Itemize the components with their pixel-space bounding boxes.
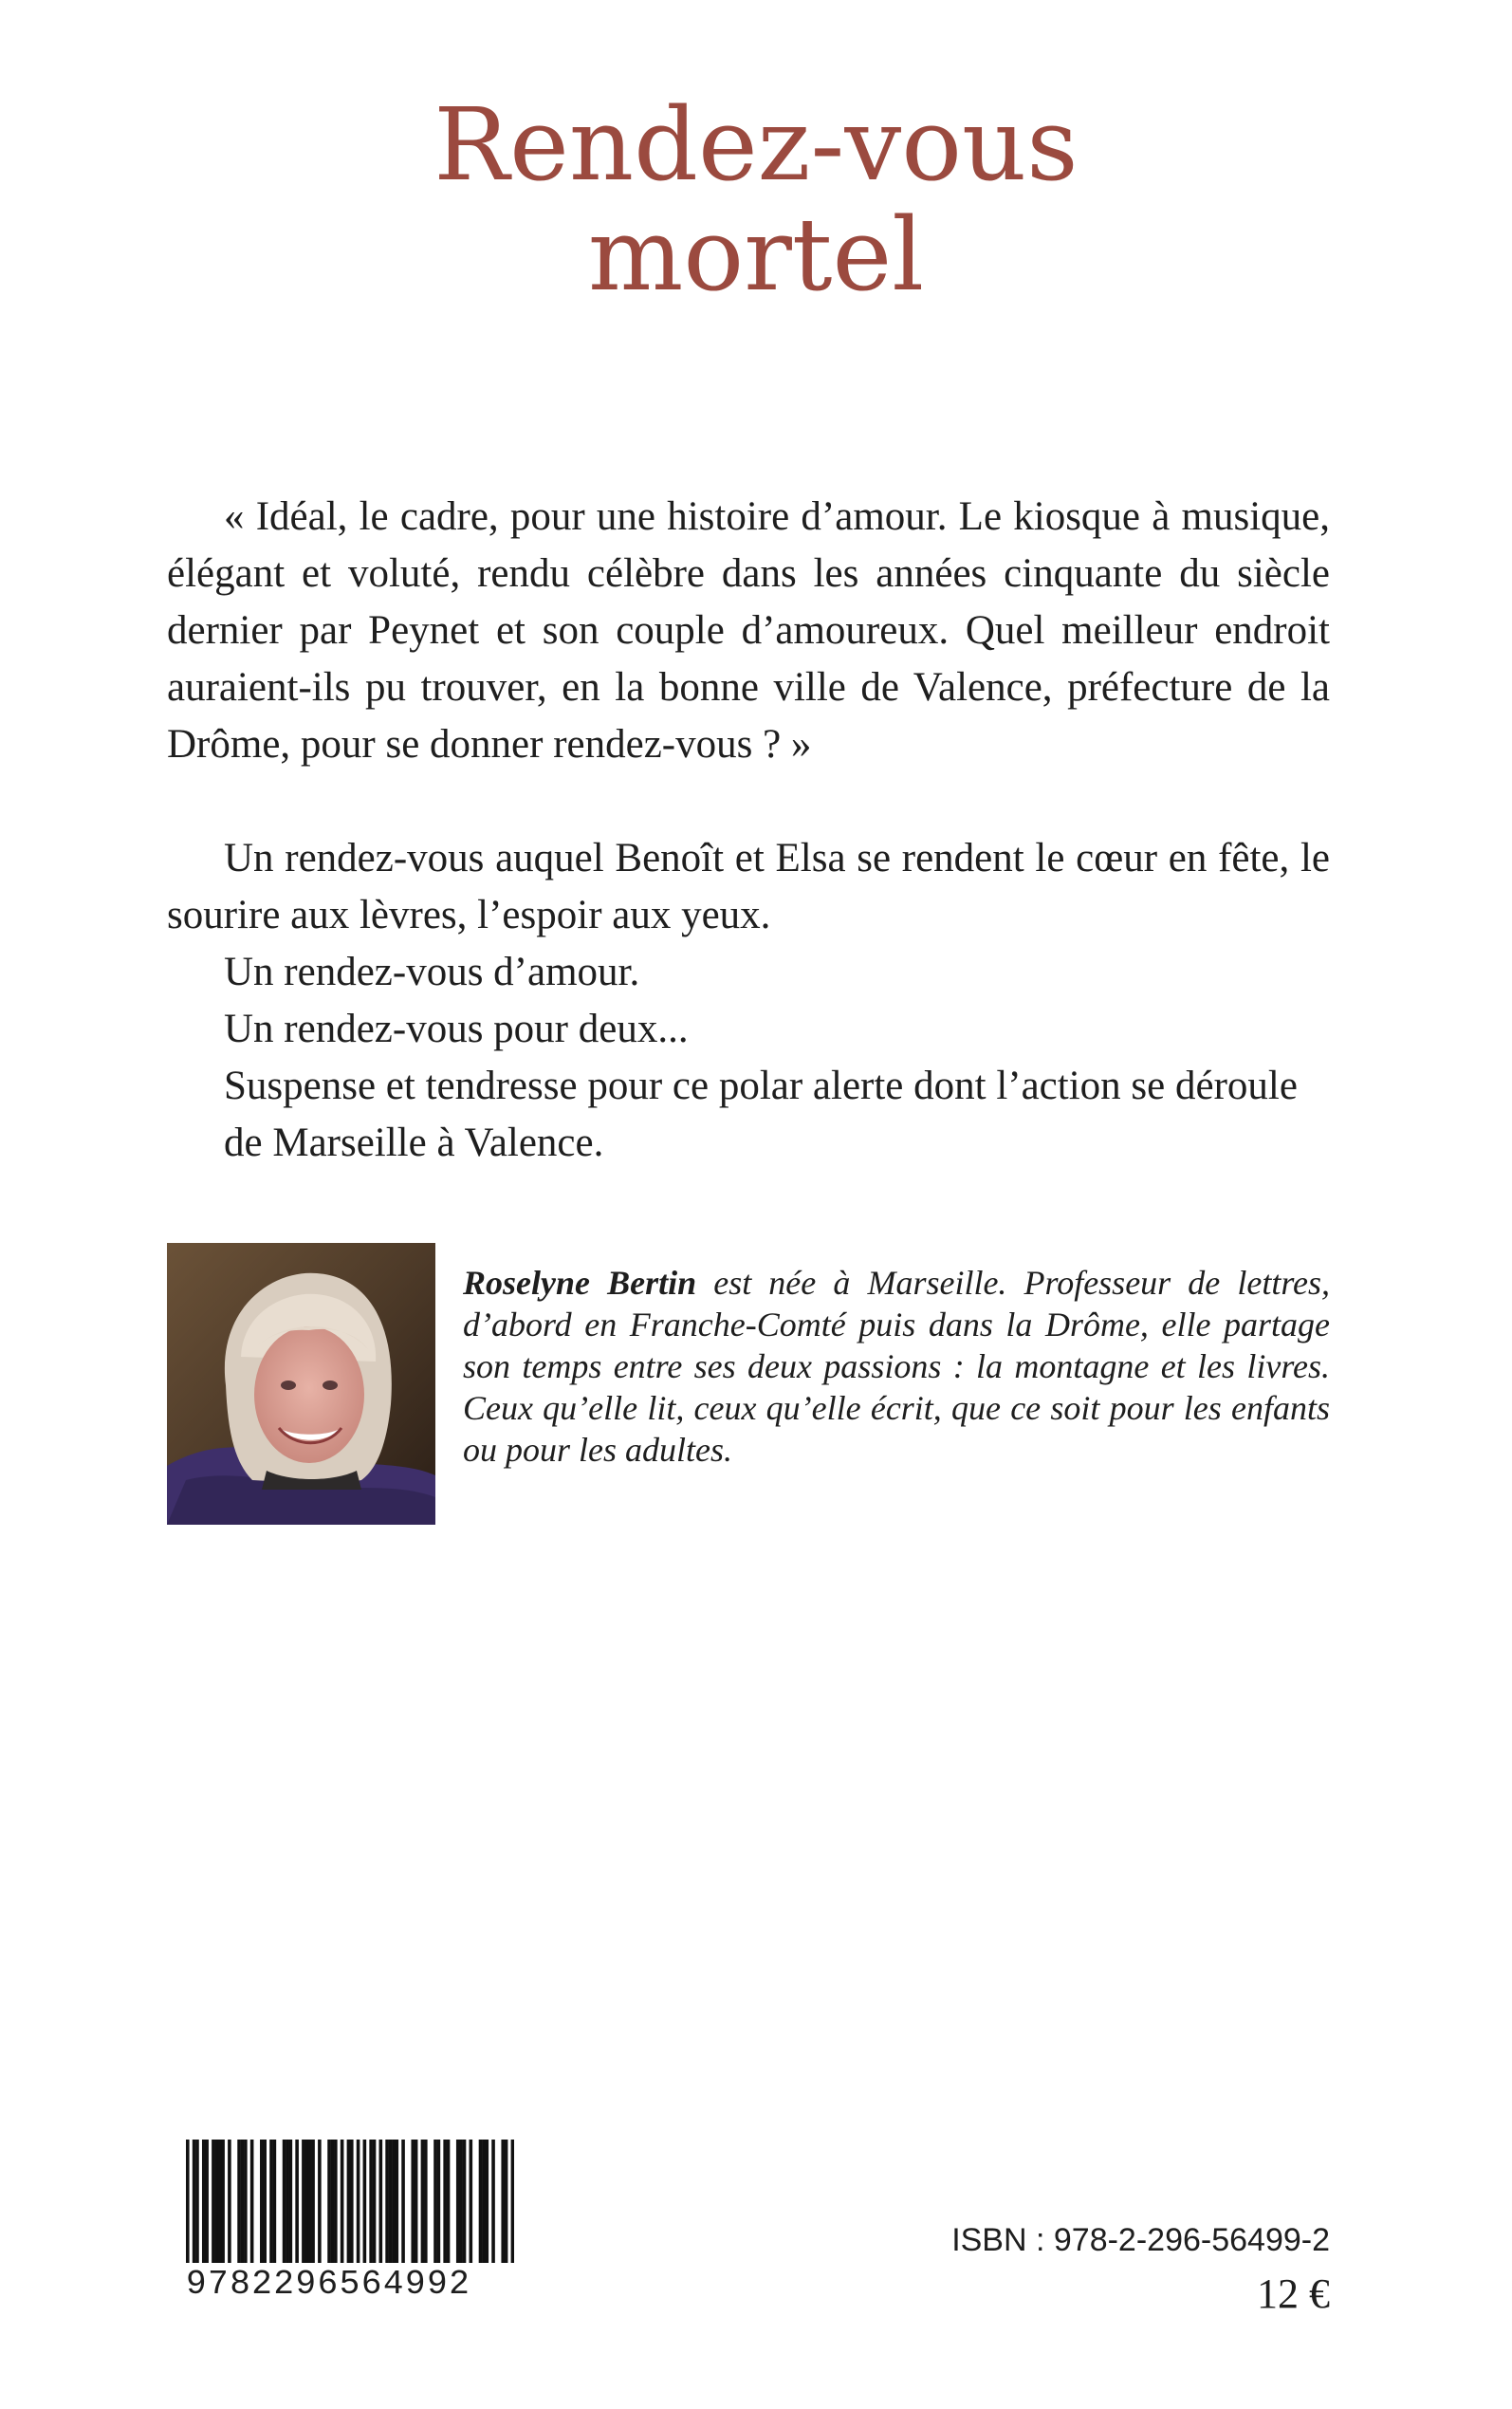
blurb-line: Suspense et tendresse pour ce polar alerte dont l’action se déroule <box>224 1064 1298 1108</box>
barcode-bar <box>273 2140 277 2263</box>
barcode-bar <box>501 2140 505 2263</box>
barcode-bar <box>334 2140 338 2263</box>
barcode-bar <box>305 2140 309 2263</box>
blurb-line: de Marseille à Valence. <box>224 1121 604 1165</box>
author-portrait-image <box>167 1243 435 1525</box>
isbn: ISBN : 978-2-296-56499-2 <box>951 2222 1330 2258</box>
back-cover-blurb <box>167 489 1330 1172</box>
barcode-bar <box>263 2140 267 2263</box>
barcode-bar <box>411 2140 415 2263</box>
barcode-bar <box>318 2140 322 2263</box>
barcode-bar <box>470 2140 473 2263</box>
barcode-bar <box>269 2140 273 2263</box>
barcode-bar <box>369 2140 373 2263</box>
author-photo <box>167 1243 435 1525</box>
barcode-bar <box>456 2140 460 2263</box>
barcode-bar <box>424 2140 428 2263</box>
blurb-line: Un rendez-vous d’amour. <box>224 950 640 994</box>
barcode-bar <box>308 2140 312 2263</box>
barcode-bar <box>433 2140 437 2263</box>
barcode-bar <box>215 2140 219 2263</box>
barcode-digits: 9782296564992 <box>186 2265 471 2304</box>
barcode-bar <box>283 2140 286 2263</box>
barcode-bar <box>511 2140 514 2263</box>
barcode-bar <box>443 2140 447 2263</box>
barcode-bar <box>205 2140 209 2263</box>
blurb-paragraph: Un rendez-vous auquel Benoît et Elsa se rendent le cœur en fête, le sourire aux lèvres, l’espoir aux yeux. <box>167 836 1330 937</box>
barcode-bar <box>186 2140 190 2263</box>
barcode-bar <box>341 2140 344 2263</box>
barcode-bar <box>401 2140 405 2263</box>
barcode-bar <box>392 2140 396 2263</box>
barcode-bar <box>202 2140 206 2263</box>
book-title <box>0 86 1512 313</box>
barcode-bar <box>347 2140 351 2263</box>
barcode-bar <box>237 2140 241 2263</box>
barcode-bar <box>482 2140 486 2263</box>
blurb-quote: « Idéal, le cadre, pour une histoire d’amour. Le kiosque à musique, élégant et voluté, rendu célèbre dans les années cinquante du siècle dernier par Peynet et son couple d’amoureux. Quel meilleur endroit auraient-ils pu trouver, en la bonne ville de Valence, préfecture de la Drôme, pour se donner rendez-vous ? » <box>167 494 1330 767</box>
barcode-bar <box>250 2140 254 2263</box>
barcode-bar <box>491 2140 495 2263</box>
barcode-bar <box>286 2140 289 2263</box>
barcode-bar <box>221 2140 225 2263</box>
barcode-bar <box>505 2140 508 2263</box>
barcode-bar <box>218 2140 222 2263</box>
barcode-bar <box>447 2140 451 2263</box>
barcode-bar <box>363 2140 367 2263</box>
barcode-bar <box>244 2140 248 2263</box>
barcode-bar <box>327 2140 331 2263</box>
barcode-bar <box>385 2140 389 2263</box>
author-bio <box>463 1262 1330 1471</box>
barcode-bar <box>212 2140 215 2263</box>
barcode-bar <box>373 2140 377 2263</box>
barcode-bar <box>195 2140 199 2263</box>
barcode <box>186 2140 514 2263</box>
barcode-bar <box>241 2140 245 2263</box>
barcode-bar <box>379 2140 383 2263</box>
author-bio-text: est née à Marseille. Professeur de lettres, d’abord en Franche-Comté puis dans la Drôme, elle partage son temps entre ses deux passions : la montagne et les livres. Ceux qu’elle lit, ceux qu’elle écrit, que ce soit pour les enfants ou pour les adultes. <box>463 1264 1330 1469</box>
barcode-bar <box>485 2140 489 2263</box>
barcode-bar <box>228 2140 231 2263</box>
barcode-bar <box>415 2140 418 2263</box>
title-line-2: mortel <box>587 196 925 313</box>
author-name: Roselyne Bertin <box>463 1264 697 1302</box>
price: 12 € <box>1257 2270 1330 2317</box>
barcode-bar <box>389 2140 393 2263</box>
barcode-bar <box>350 2140 354 2263</box>
barcode-bar <box>395 2140 398 2263</box>
barcode-bar <box>295 2140 299 2263</box>
barcode-bar <box>357 2140 360 2263</box>
barcode-bar <box>289 2140 293 2263</box>
barcode-bar <box>459 2140 463 2263</box>
blurb-line: Un rendez-vous pour deux... <box>224 1007 689 1051</box>
barcode-bar <box>331 2140 335 2263</box>
barcode-bar <box>463 2140 467 2263</box>
barcode-bar <box>437 2140 441 2263</box>
barcode-bar <box>311 2140 315 2263</box>
title-line-1: Rendez-vous <box>433 86 1079 203</box>
barcode-bar <box>302 2140 305 2263</box>
barcode-bar <box>479 2140 483 2263</box>
barcode-bar <box>260 2140 264 2263</box>
barcode-bar <box>193 2140 196 2263</box>
barcode-bar <box>421 2140 425 2263</box>
